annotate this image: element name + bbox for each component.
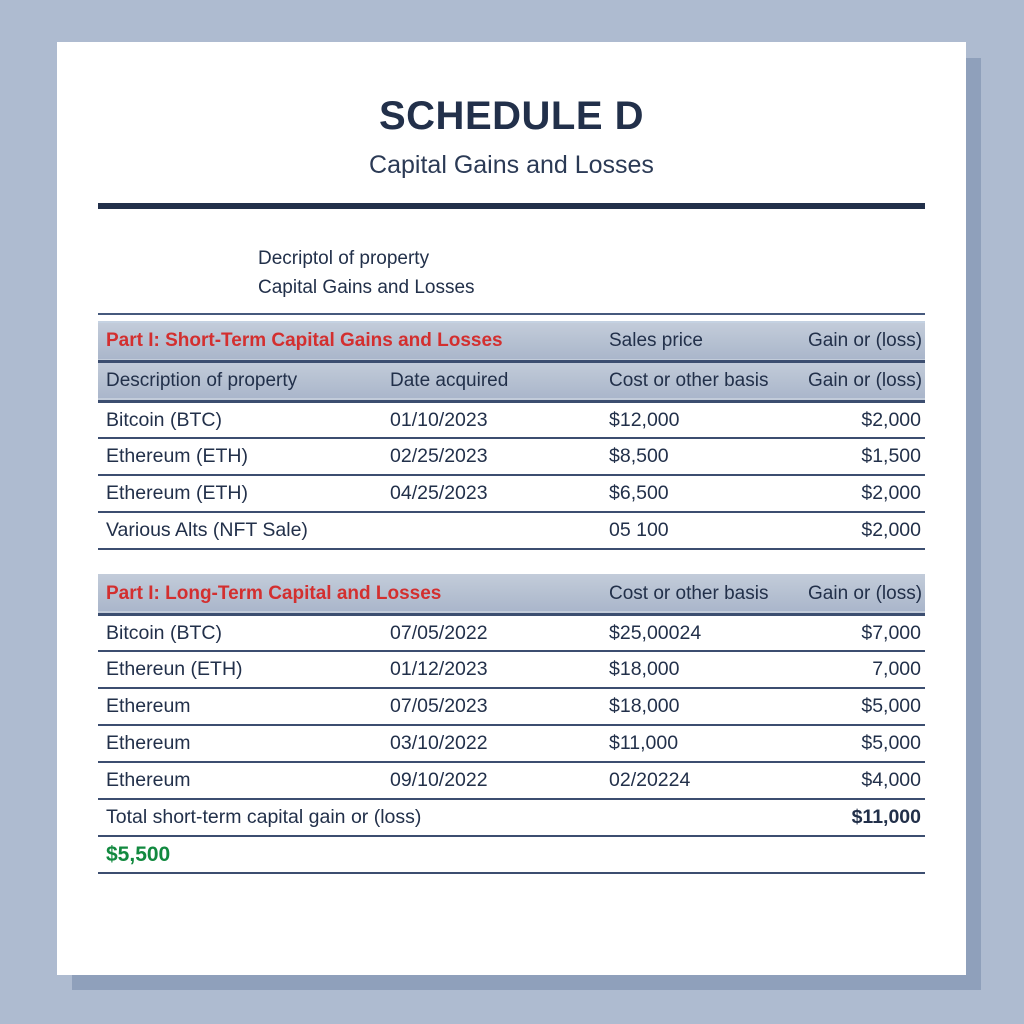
table-row — [98, 651, 925, 688]
column-header-date-acquired: Date acquired — [390, 370, 509, 392]
cell-cost-basis: $12,000 — [609, 408, 680, 431]
column-header-description: Description of property — [106, 370, 298, 392]
short-term-sales-price-header: Sales price — [609, 330, 703, 352]
table-row — [98, 438, 925, 475]
short-term-table — [98, 323, 925, 551]
cell-cost-basis: $18,000 — [609, 658, 680, 681]
cell-cost-basis: $8,500 — [609, 445, 669, 468]
cell-date-acquired: 07/05/2022 — [390, 621, 488, 644]
cell-gain-loss: $7,000 — [861, 621, 921, 644]
page-subtitle: Capital Gains and Losses — [369, 151, 654, 179]
cell-description: Ethereum — [106, 769, 191, 792]
final-total-value — [808, 836, 925, 873]
cell-date-acquired: 02/25/2023 — [390, 445, 488, 468]
cell-date-acquired: 01/10/2023 — [390, 408, 488, 431]
long-term-part-heading: Part I: Long-Term Capital and Losses — [106, 582, 442, 604]
cell-description: Bitcoin (BTC) — [106, 621, 222, 644]
intro-block — [98, 232, 925, 313]
final-total-label: $5,500 — [106, 842, 171, 866]
short-term-part-heading: Part I: Short-Term Capital Gains and Losses — [106, 330, 503, 352]
title-divider-rule — [98, 203, 925, 209]
cell-cost-basis: $11,000 — [609, 732, 679, 755]
cell-gain-loss: $2,000 — [861, 482, 921, 505]
column-header-cost-basis: Cost or other basis — [609, 370, 769, 392]
long-term-table — [98, 574, 925, 874]
cell-gain-loss: 7,000 — [872, 658, 921, 681]
document-card — [57, 42, 966, 975]
section-gap — [98, 550, 925, 574]
final-total-row — [98, 836, 925, 873]
cell-description: Ethereum — [106, 732, 191, 755]
cell-description: Ethereum (ETH) — [106, 445, 248, 468]
table-row — [98, 401, 925, 438]
short-term-column-header-row — [98, 361, 925, 401]
cell-description: Ethereun (ETH) — [106, 658, 243, 681]
cell-date-acquired: 03/10/2022 — [390, 732, 488, 755]
short-term-gain-header-top: Gain or (loss) — [808, 330, 923, 352]
cell-gain-loss: $2,000 — [861, 408, 921, 431]
cell-date-acquired: 07/05/2023 — [390, 695, 488, 718]
page-title: SCHEDULE D — [378, 94, 645, 138]
intro-line-2: Capital Gains and Losses — [258, 277, 475, 299]
cell-gain-loss: $5,000 — [861, 732, 921, 755]
long-term-gain-header: Gain or (loss) — [808, 582, 923, 604]
title-block — [57, 42, 966, 180]
total-row — [98, 799, 925, 836]
cell-description: Ethereum — [106, 695, 191, 718]
cell-gain-loss: $4,000 — [861, 769, 921, 792]
cell-cost-basis: $6,500 — [609, 482, 669, 505]
short-term-band-title-row — [98, 323, 925, 362]
cell-description: Ethereum (ETH) — [106, 482, 248, 505]
table-row — [98, 512, 925, 549]
total-label: Total short-term capital gain or (loss) — [106, 806, 422, 829]
cell-date-acquired — [388, 512, 603, 549]
form-body — [98, 232, 925, 874]
table-row — [98, 475, 925, 512]
cell-gain-loss: $1,500 — [861, 445, 921, 468]
table-row — [98, 614, 925, 651]
cell-date-acquired: 01/12/2023 — [390, 658, 488, 681]
cell-cost-basis: $25,00024 — [609, 621, 702, 644]
cell-gain-loss: $2,000 — [861, 519, 921, 542]
cell-date-acquired: 09/10/2022 — [390, 769, 488, 792]
cell-gain-loss: $5,000 — [861, 695, 921, 718]
table-row — [98, 688, 925, 725]
cell-description: Bitcoin (BTC) — [106, 408, 222, 431]
long-term-band-title-row — [98, 574, 925, 614]
long-term-cost-basis-header: Cost or other basis — [609, 582, 769, 604]
cell-cost-basis: $18,000 — [609, 695, 680, 718]
table-row — [98, 725, 925, 762]
table-row — [98, 762, 925, 799]
cell-description: Various Alts (NFT Sale) — [106, 519, 308, 542]
cell-date-acquired: 04/25/2023 — [390, 482, 488, 505]
total-value: $11,000 — [851, 806, 921, 829]
column-header-gain-loss: Gain or (loss) — [808, 370, 923, 392]
cell-cost-basis: 05 100 — [609, 519, 669, 542]
intro-line-1: Decriptol of property — [258, 248, 430, 269]
cell-cost-basis: 02/20224 — [609, 769, 691, 792]
